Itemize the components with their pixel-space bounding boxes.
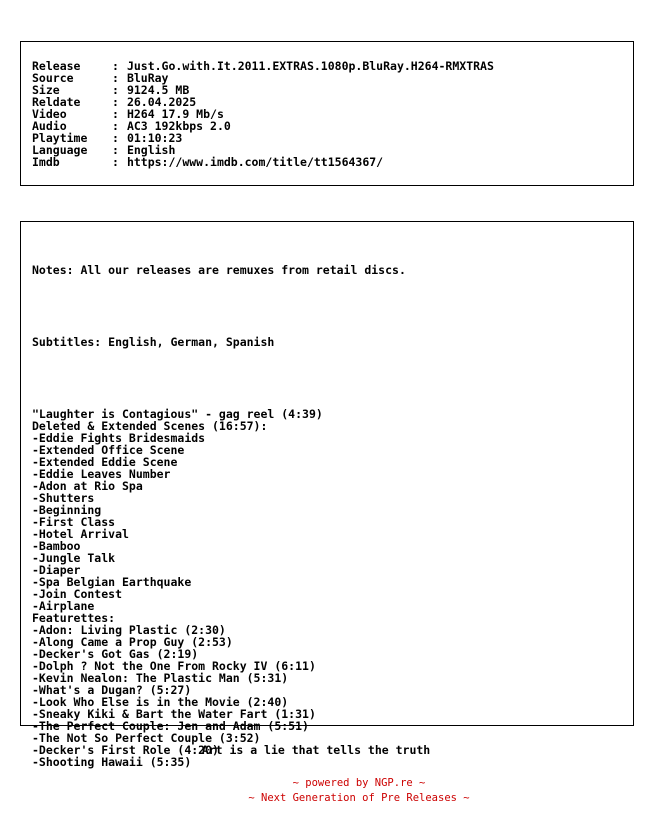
blank-line xyxy=(32,372,406,384)
extras-item: -Sneaky Kiki & Bart the Water Fart (1:31) xyxy=(32,707,316,721)
extras-item: -Diaper xyxy=(32,563,81,577)
info-separator: : xyxy=(112,83,119,97)
info-separator: : xyxy=(112,107,119,121)
extras-item: -Jungle Talk xyxy=(32,551,116,565)
info-value: https://www.imdb.com/title/tt1564367/ xyxy=(126,155,384,169)
info-key: Reldate xyxy=(32,95,81,109)
ngp-slogan-credit: ~ Next Generation of Pre Releases ~ xyxy=(248,792,470,804)
release-info-list xyxy=(32,60,494,168)
info-separator: : xyxy=(112,95,119,109)
extras-item: -The Not So Perfect Couple (3:52) xyxy=(32,731,261,745)
info-separator: : xyxy=(112,131,119,145)
info-value: BluRay xyxy=(126,71,169,85)
extras-item: "Laughter is Contagious" - gag reel (4:39) xyxy=(32,407,323,421)
info-separator: : xyxy=(112,59,119,73)
info-row xyxy=(32,84,494,96)
info-row xyxy=(32,156,494,168)
extras-item: -Hotel Arrival xyxy=(32,527,129,541)
extras-item: -Extended Office Scene xyxy=(32,443,185,457)
info-separator: : xyxy=(112,71,119,85)
extras-list xyxy=(32,408,406,768)
extras-item: -Shooting Hawaii (5:35) xyxy=(32,755,192,769)
info-row xyxy=(32,96,494,108)
extras-item: -Extended Eddie Scene xyxy=(32,455,178,469)
release-info-box xyxy=(20,41,634,186)
info-separator: : xyxy=(112,119,119,133)
extras-item: -Dolph ? Not the One From Rocky IV (6:11) xyxy=(32,659,316,673)
info-key: Language xyxy=(32,143,88,157)
extras-item: -Bamboo xyxy=(32,539,81,553)
extras-item: -Adon at Rio Spa xyxy=(32,479,143,493)
info-row xyxy=(32,72,494,84)
info-row xyxy=(32,120,494,132)
extras-item: -What's a Dugan? (5:27) xyxy=(32,683,192,697)
extras-item: -First Class xyxy=(32,515,116,529)
info-key: Source xyxy=(32,71,74,85)
tagline: Art is a lie that tells the truth xyxy=(201,743,431,757)
info-value: AC3 192kbps 2.0 xyxy=(126,119,231,133)
extras-item: -Eddie Leaves Number xyxy=(32,467,171,481)
extras-item: -Adon: Living Plastic (2:30) xyxy=(32,623,226,637)
extras-item: -Decker's Got Gas (2:19) xyxy=(32,647,199,661)
extras-item: -Beginning xyxy=(32,503,102,517)
info-value: Just.Go.with.It.2011.EXTRAS.1080p.BluRay.H264-RMXTRAS xyxy=(126,59,494,73)
subtitles-line: Subtitles: English, German, Spanish xyxy=(32,335,275,349)
extras-item: -Join Contest xyxy=(32,587,123,601)
blank-line xyxy=(32,300,406,312)
extras-item: Featurettes: xyxy=(32,611,116,625)
extras-item: -Along Came a Prop Guy (2:53) xyxy=(32,635,233,649)
info-key: Audio xyxy=(32,119,67,133)
info-value: 26.04.2025 xyxy=(126,95,197,109)
extras-item: -Eddie Fights Bridesmaids xyxy=(32,431,206,445)
info-row xyxy=(32,108,494,120)
extras-item: -Look Who Else is in the Movie (2:40) xyxy=(32,695,289,709)
extras-item: -The Perfect Couple: Jen and Adam (5:51) xyxy=(32,719,309,733)
info-key: Playtime xyxy=(32,131,88,145)
info-value: 01:10:23 xyxy=(126,131,183,145)
extras-item: -Kevin Nealon: The Plastic Man (5:31) xyxy=(32,671,289,685)
info-value: 9124.5 MB xyxy=(126,83,190,97)
info-row xyxy=(32,60,494,72)
extras-item: -Shutters xyxy=(32,491,95,505)
release-notes-content xyxy=(32,240,406,792)
info-key: Imdb xyxy=(32,155,60,169)
info-value: H264 17.9 Mb/s xyxy=(126,107,224,121)
info-key: Video xyxy=(32,107,67,121)
powered-by-credit: ~ powered by NGP.re ~ xyxy=(292,777,426,789)
info-row xyxy=(32,132,494,144)
extras-item: -Decker's First Role (4:20) xyxy=(32,743,219,757)
spacer xyxy=(120,155,127,169)
extras-item: Deleted & Extended Scenes (16:57): xyxy=(32,419,268,433)
info-key: Release xyxy=(32,59,81,73)
info-key: Size xyxy=(32,83,60,97)
info-separator: : xyxy=(112,143,119,157)
notes-line: Notes: All our releases are remuxes from retail discs. xyxy=(32,263,406,277)
extras-item: -Spa Belgian Earthquake xyxy=(32,575,192,589)
info-separator: : xyxy=(112,155,119,169)
extras-item: -Airplane xyxy=(32,599,95,613)
info-value: English xyxy=(126,143,176,157)
